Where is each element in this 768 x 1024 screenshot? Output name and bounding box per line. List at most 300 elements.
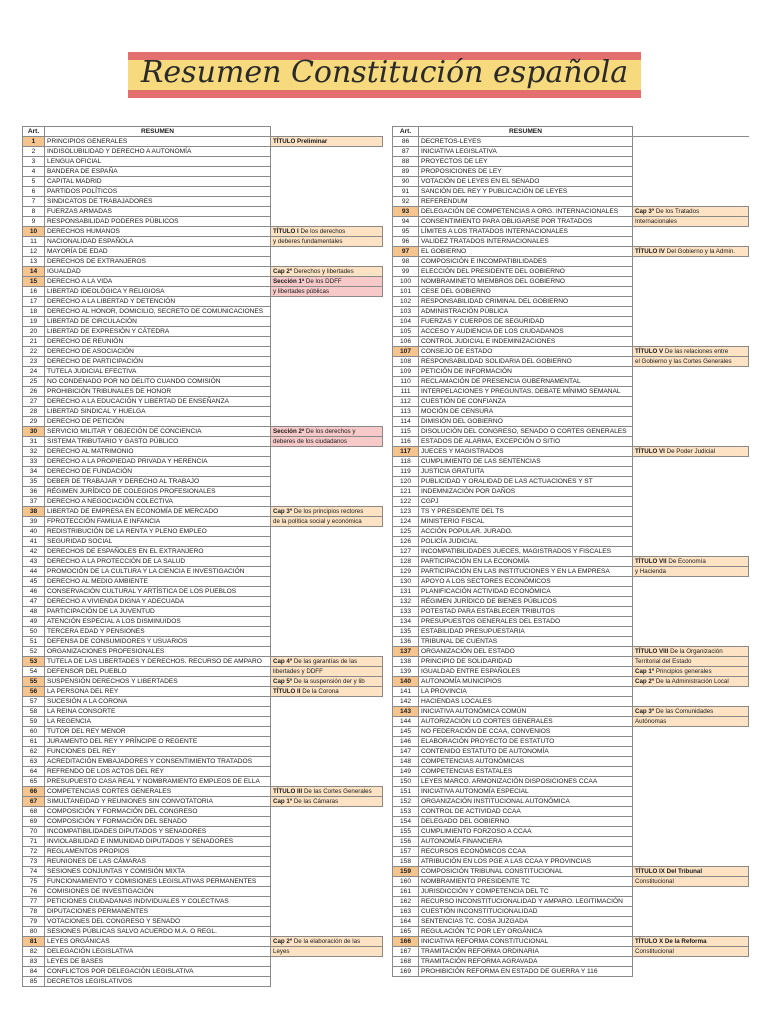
table-row: [23, 897, 383, 907]
table-row: [23, 547, 383, 557]
section-note-heading: Sección 2ª: [273, 428, 305, 435]
section-note: [633, 617, 749, 627]
article-summary: DERECHO A LA PROTECCIÓN DE LA SALUD: [45, 557, 271, 567]
article-number: 55: [23, 677, 45, 687]
section-note: [271, 197, 383, 207]
article-number: 73: [23, 857, 45, 867]
table-row: [393, 287, 749, 297]
section-note: [633, 937, 749, 947]
table-row: [23, 417, 383, 427]
table-row: [393, 447, 749, 457]
article-number: 69: [23, 817, 45, 827]
article-number: 129: [393, 567, 419, 577]
article-number: 103: [393, 307, 419, 317]
section-note: [271, 967, 383, 977]
article-number: 45: [23, 577, 45, 587]
table-row: [393, 887, 749, 897]
section-note-text: De Economía: [666, 558, 706, 565]
section-note: [271, 797, 383, 807]
article-number: 143: [393, 707, 419, 717]
article-summary: PROPOSICIONES DE LEY: [419, 167, 633, 177]
article-summary: TRIBUNAL DE CUENTAS: [419, 637, 633, 647]
section-note: [633, 567, 749, 577]
table-row: [23, 317, 383, 327]
article-summary: DERECHO A NEGOCIACIÓN COLECTIVA: [45, 497, 271, 507]
article-summary: RESPONSABILIDAD CRIMINAL DEL GOBIERNO: [419, 297, 633, 307]
article-summary: SISTEMA TRIBUTARIO Y GASTO PÚBLICO: [45, 437, 271, 447]
article-summary: DISOLUCIÓN DEL CONGRESO, SENADO O CORTES GENERALES: [419, 427, 633, 437]
section-note: [633, 197, 749, 207]
article-summary: LIBERTAD SINDICAL Y HUELGA: [45, 407, 271, 417]
table-row: [23, 297, 383, 307]
article-summary: TRAMITACIÓN REFORMA AGRAVADA: [419, 957, 633, 967]
article-summary: INCOMPATIBILIDADES DIPUTADOS Y SENADORES: [45, 827, 271, 837]
table-row: [393, 237, 749, 247]
table-row: [393, 647, 749, 657]
article-number: 74: [23, 867, 45, 877]
table-row: [23, 367, 383, 377]
section-note-text: De las Comunidades: [654, 708, 714, 715]
article-summary: DIPUTACIONES PERMANENTES: [45, 907, 271, 917]
section-note: [633, 807, 749, 817]
article-number: 145: [393, 727, 419, 737]
section-note: [271, 717, 383, 727]
section-note: [633, 527, 749, 537]
article-number: 162: [393, 897, 419, 907]
article-summary: DELEGACIÓN DE COMPETENCIAS A ORG. INTERNACIONALES: [419, 207, 633, 217]
table-row: [393, 757, 749, 767]
table-row: [393, 357, 749, 367]
table-row: [23, 807, 383, 817]
article-summary: PROHIBICIÓN REFORMA EN ESTADO DE GUERRA Y 116: [419, 967, 633, 977]
article-number: 28: [23, 407, 45, 417]
article-number: 52: [23, 647, 45, 657]
article-summary: CONTROL JUDICIAL E INDEMINIZACIONES: [419, 337, 633, 347]
section-note: [633, 377, 749, 387]
section-note: [271, 437, 383, 447]
article-summary: NO CONDENADO POR NO DELITO CUANDO COMISIÓN: [45, 377, 271, 387]
section-note: [633, 427, 749, 437]
section-note: [633, 317, 749, 327]
article-number: 33: [23, 457, 45, 467]
section-note: [271, 707, 383, 717]
section-note-text: De la Corona: [300, 688, 339, 695]
article-summary: SINDICATOS DE TRABAJADORES: [45, 197, 271, 207]
section-note-text: Territorial del Estado: [635, 658, 692, 665]
section-note: [271, 917, 383, 927]
section-note: [271, 237, 383, 247]
section-note: [271, 147, 383, 157]
article-number: 124: [393, 517, 419, 527]
article-summary: FUERZAS Y CUERPOS DE SEGURIDAD: [419, 317, 633, 327]
table-row: [23, 717, 383, 727]
table-row: [23, 847, 383, 857]
article-number: 123: [393, 507, 419, 517]
table-row: [23, 527, 383, 537]
article-summary: SIMULTANEIDAD Y REUNIONES SIN CONVOTATORIA: [45, 797, 271, 807]
section-note: [271, 847, 383, 857]
article-summary: LIBERTAD IDEOLÓGICA Y RELIGIOSA: [45, 287, 271, 297]
table-row: [23, 157, 383, 167]
table-row: [23, 677, 383, 687]
article-number: 91: [393, 187, 419, 197]
section-note-heading: Sección 1ª: [273, 278, 305, 285]
section-note: [271, 647, 383, 657]
table-row: [23, 347, 383, 357]
article-number: 29: [23, 417, 45, 427]
section-note: [271, 777, 383, 787]
section-note: [271, 687, 383, 697]
table-row: [393, 777, 749, 787]
section-note: [271, 907, 383, 917]
article-summary: DERECHO DE PARTICIPACIÓN: [45, 357, 271, 367]
article-number: 153: [393, 807, 419, 817]
section-note: [633, 957, 749, 967]
page-title: Resumen Constitución española: [140, 55, 629, 90]
table-row: [23, 887, 383, 897]
article-summary: DERECHOS DE EXTRANJEROS: [45, 257, 271, 267]
section-note: [271, 837, 383, 847]
article-number: 131: [393, 587, 419, 597]
table-row: [23, 607, 383, 617]
table-row: [23, 707, 383, 717]
table-row: [23, 327, 383, 337]
article-summary: SENTENCIAS TC. COSA JUZGADA: [419, 917, 633, 927]
section-note: [633, 927, 749, 937]
section-note-text: De los derechos y: [304, 428, 356, 435]
article-summary: NO FEDERACIÓN DE CCAA, CONVENIOS: [419, 727, 633, 737]
article-summary: DERECHO A LA VIDA: [45, 277, 271, 287]
table-row: [23, 927, 383, 937]
article-number: 147: [393, 747, 419, 757]
article-number: 93: [393, 207, 419, 217]
table-row: [393, 507, 749, 517]
section-note: [271, 417, 383, 427]
table-row: [393, 917, 749, 927]
article-summary: DECRETOS-LEYES: [419, 137, 633, 147]
article-number: 113: [393, 407, 419, 417]
article-number: 98: [393, 257, 419, 267]
section-note: [271, 247, 383, 257]
article-number: 12: [23, 247, 45, 257]
section-note-text: y libertades públicas: [273, 288, 330, 295]
article-number: 11: [23, 237, 45, 247]
article-summary: LIBERTAD DE EXPRESIÓN Y CÁTEDRA: [45, 327, 271, 337]
section-note: [271, 527, 383, 537]
section-note-heading: Cap 4º: [273, 658, 293, 665]
article-number: 106: [393, 337, 419, 347]
article-number: 111: [393, 387, 419, 397]
section-note: [633, 257, 749, 267]
article-summary: REUNIONES DE LAS CÁMARAS: [45, 857, 271, 867]
section-note: [633, 227, 749, 237]
article-number: 166: [393, 937, 419, 947]
article-summary: COMPOSICIÓN TRIBUNAL CONSTITUCIONAL: [419, 867, 633, 877]
column-header-notes: [633, 127, 749, 137]
article-number: 63: [23, 757, 45, 767]
section-note-text: deberes de los ciudadanos: [273, 438, 347, 445]
table-header-row: [23, 127, 383, 137]
article-summary: DERECHOS DE ESPAÑOLES EN EL EXTRANJERO: [45, 547, 271, 557]
section-note: [633, 167, 749, 177]
table-row: [23, 937, 383, 947]
article-number: 140: [393, 677, 419, 687]
article-number: 79: [23, 917, 45, 927]
section-note: [271, 327, 383, 337]
article-number: 152: [393, 797, 419, 807]
article-number: 144: [393, 717, 419, 727]
section-note-heading: TÍTULO IX: [635, 868, 665, 875]
article-number: 149: [393, 767, 419, 777]
article-number: 138: [393, 657, 419, 667]
article-summary: EL GOBIERNO: [419, 247, 633, 257]
column-header-art: Art.: [393, 127, 419, 137]
table-row: [393, 677, 749, 687]
section-note: [633, 407, 749, 417]
table-row: [23, 187, 383, 197]
article-summary: DEBER DE TRABAJAR Y DERECHO AL TRABAJO: [45, 477, 271, 487]
section-note: [271, 737, 383, 747]
article-summary: ACCESO Y AUDIENCIA DE LOS CIUDADANOS: [419, 327, 633, 337]
article-summary: ATRIBUCIÓN EN LOS PGE A LAS CCAA Y PROVINCIAS: [419, 857, 633, 867]
article-summary: COMPETENCIAS AUTONÓMICAS: [419, 757, 633, 767]
section-note-heading: Cap 2º: [635, 678, 655, 685]
section-note: [633, 907, 749, 917]
article-number: 168: [393, 957, 419, 967]
article-summary: SUSPENSIÓN DERECHOS Y LIBERTADES: [45, 677, 271, 687]
article-summary: PROHIBICIÓN TRIBUNALES DE HONOR: [45, 387, 271, 397]
table-row: [23, 947, 383, 957]
section-note: [633, 537, 749, 547]
article-number: 161: [393, 887, 419, 897]
article-number: 71: [23, 837, 45, 847]
table-row: [23, 407, 383, 417]
article-number: 80: [23, 927, 45, 937]
table-row: [393, 317, 749, 327]
article-summary: MINISTERIO FISCAL: [419, 517, 633, 527]
table-row: [393, 397, 749, 407]
section-note: [271, 177, 383, 187]
article-number: 41: [23, 537, 45, 547]
section-note: [633, 747, 749, 757]
article-summary: PARTICIPACIÓN DE LA JUVENTUD: [45, 607, 271, 617]
table-row: [393, 617, 749, 627]
section-note: [271, 637, 383, 647]
section-note-text: y deberes fundamentales: [273, 238, 343, 245]
table-row: [23, 147, 383, 157]
section-note-text: De los derechos: [298, 228, 346, 235]
section-note: [271, 857, 383, 867]
section-note: [271, 947, 383, 957]
article-number: 49: [23, 617, 45, 627]
table-row: [393, 747, 749, 757]
table-row: [393, 587, 749, 597]
section-note: [633, 787, 749, 797]
article-number: 18: [23, 307, 45, 317]
article-summary: DIMISIÓN DEL GOBIERNO: [419, 417, 633, 427]
article-summary: ACCIÓN POPULAR. JURADO.: [419, 527, 633, 537]
section-note: [633, 337, 749, 347]
table-row: [393, 197, 749, 207]
article-number: 135: [393, 627, 419, 637]
article-number: 56: [23, 687, 45, 697]
section-note: [633, 357, 749, 367]
article-summary: ELECCIÓN DEL PRESIDENTE DEL GOBIERNO: [419, 267, 633, 277]
table-row: [393, 697, 749, 707]
article-summary: RESPONSABILIDAD SOLIDARIA DEL GOBIERNO: [419, 357, 633, 367]
table-row: [393, 227, 749, 237]
table-row: [393, 907, 749, 917]
table-row: [393, 207, 749, 217]
article-number: 53: [23, 657, 45, 667]
article-summary: COMPETENCIAS CORTES GENERALES: [45, 787, 271, 797]
article-summary: PETICIÓN DE INFORMACIÓN: [419, 367, 633, 377]
article-number: 60: [23, 727, 45, 737]
article-number: 134: [393, 617, 419, 627]
section-note-text: De la elaboración de las: [292, 938, 361, 945]
section-note: [633, 607, 749, 617]
article-summary: TRAMITACIÓN REFORMA ORDINARIA: [419, 947, 633, 957]
section-note: [271, 367, 383, 377]
table-row: [393, 797, 749, 807]
section-note-heading: TÍTULO VIII: [635, 648, 669, 655]
article-number: 94: [393, 217, 419, 227]
section-note: [271, 767, 383, 777]
section-note: [271, 877, 383, 887]
section-note: [633, 217, 749, 227]
table-row: [23, 827, 383, 837]
table-row: [23, 567, 383, 577]
article-summary: PARTICIPACIÓN EN LAS INSTITUCIONES Y EN LA EMPRESA: [419, 567, 633, 577]
article-number: 59: [23, 717, 45, 727]
table-row: [393, 567, 749, 577]
article-summary: AUTORIZACIÓN LO CORTES GENERALES: [419, 717, 633, 727]
article-summary: CONSENTIMIENTO PARA OBLIGARSE POR TRATADOS: [419, 217, 633, 227]
table-row: [393, 637, 749, 647]
article-number: 130: [393, 577, 419, 587]
section-note: [633, 347, 749, 357]
section-note-text: De la suspensión der y lib: [292, 678, 365, 685]
table-row: [393, 687, 749, 697]
table-row: [393, 417, 749, 427]
article-summary: LEYES MARCO. ARMONIZACIÓN DISPOSICIONES CCAA: [419, 777, 633, 787]
section-note: [271, 347, 383, 357]
section-note: [633, 287, 749, 297]
table-row: [393, 627, 749, 637]
table-row: [23, 477, 383, 487]
table-row: [393, 597, 749, 607]
table-row: [393, 367, 749, 377]
article-summary: PRINCIPIOS GENERALES: [45, 137, 271, 147]
table-row: [393, 557, 749, 567]
article-number: 50: [23, 627, 45, 637]
table-row: [23, 837, 383, 847]
article-number: 20: [23, 327, 45, 337]
article-number: 164: [393, 917, 419, 927]
article-number: 122: [393, 497, 419, 507]
table-row: [393, 847, 749, 857]
section-note-text: De los principios rectores: [292, 508, 364, 515]
table-row: [393, 327, 749, 337]
article-summary: LIBERTAD DE EMPRESA EN ECONOMÍA DE MERCADO: [45, 507, 271, 517]
article-number: 15: [23, 277, 45, 287]
section-note: [271, 537, 383, 547]
article-number: 159: [393, 867, 419, 877]
section-note: [633, 447, 749, 457]
article-summary: INTERPELACIONES Y PREGUNTAS. DEBATE MÍNIMO SEMANAL: [419, 387, 633, 397]
article-number: 157: [393, 847, 419, 857]
section-note: [271, 357, 383, 367]
table-row: [393, 547, 749, 557]
article-number: 57: [23, 697, 45, 707]
article-summary: PROYECTOS DE LEY: [419, 157, 633, 167]
article-number: 64: [23, 767, 45, 777]
table-row: [393, 537, 749, 547]
section-note: [271, 697, 383, 707]
article-summary: DERECHO DE ASOCIACIÓN: [45, 347, 271, 357]
article-number: 67: [23, 797, 45, 807]
article-summary: LA REGENCIA: [45, 717, 271, 727]
article-summary: TUTELA DE LAS LIBERTADES Y DERECHOS. RECURSO DE AMPARO: [45, 657, 271, 667]
article-summary: LEYES DE BASES: [45, 957, 271, 967]
table-row: [393, 607, 749, 617]
article-summary: JUECES Y MAGISTRADOS: [419, 447, 633, 457]
table-row: [393, 897, 749, 907]
article-number: 139: [393, 667, 419, 677]
article-number: 30: [23, 427, 45, 437]
section-note: [271, 297, 383, 307]
section-note-heading: TÍTULO VI: [635, 448, 665, 455]
article-summary: DERECHO AL MATRIMONIO: [45, 447, 271, 457]
article-number: 115: [393, 427, 419, 437]
article-summary: TERCERA EDAD Y PENSIONES: [45, 627, 271, 637]
section-note-text: De las Cortes Generales: [302, 788, 372, 795]
article-number: 19: [23, 317, 45, 327]
section-note: [633, 307, 749, 317]
article-number: 40: [23, 527, 45, 537]
article-number: 77: [23, 897, 45, 907]
article-summary: ATENCIÓN ESPECIAL A LOS DISMINUIDOS: [45, 617, 271, 627]
article-summary: NOMBRAMIENTO PRESIDENTE TC: [419, 877, 633, 887]
article-summary: AUTONOMÍA MUNICIPIOS: [419, 677, 633, 687]
table-row: [23, 267, 383, 277]
table-row: [23, 917, 383, 927]
article-number: 151: [393, 787, 419, 797]
section-note-text: De los DDFF: [304, 278, 342, 285]
article-number: 16: [23, 287, 45, 297]
section-note: [271, 497, 383, 507]
article-summary: CGPJ: [419, 497, 633, 507]
section-note: [271, 617, 383, 627]
table-row: [393, 247, 749, 257]
section-note: [271, 427, 383, 437]
article-summary: ACREDITACIÓN EMBAJADORES Y CONSENTIMIENTO TRATADOS: [45, 757, 271, 767]
article-summary: DECRETOS LEGISLATIVOS: [45, 977, 271, 987]
article-summary: FPROTECCIÓN FAMILIA E INFANCIA: [45, 517, 271, 527]
article-number: 58: [23, 707, 45, 717]
article-summary: FUNCIONAMIENTO Y COMISIONES LEGISLATIVAS PERMANENTES: [45, 877, 271, 887]
article-number: 34: [23, 467, 45, 477]
article-summary: INVIOLABILIDAD E INMUNIDAD DIPUTADOS Y SENADORES: [45, 837, 271, 847]
section-note: [633, 677, 749, 687]
article-number: 84: [23, 967, 45, 977]
section-note-text: Principios generales: [654, 668, 712, 675]
table-row: [23, 757, 383, 767]
section-note: [271, 827, 383, 837]
section-note: [271, 937, 383, 947]
section-note: [271, 487, 383, 497]
section-note-text: Leyes: [273, 948, 290, 955]
